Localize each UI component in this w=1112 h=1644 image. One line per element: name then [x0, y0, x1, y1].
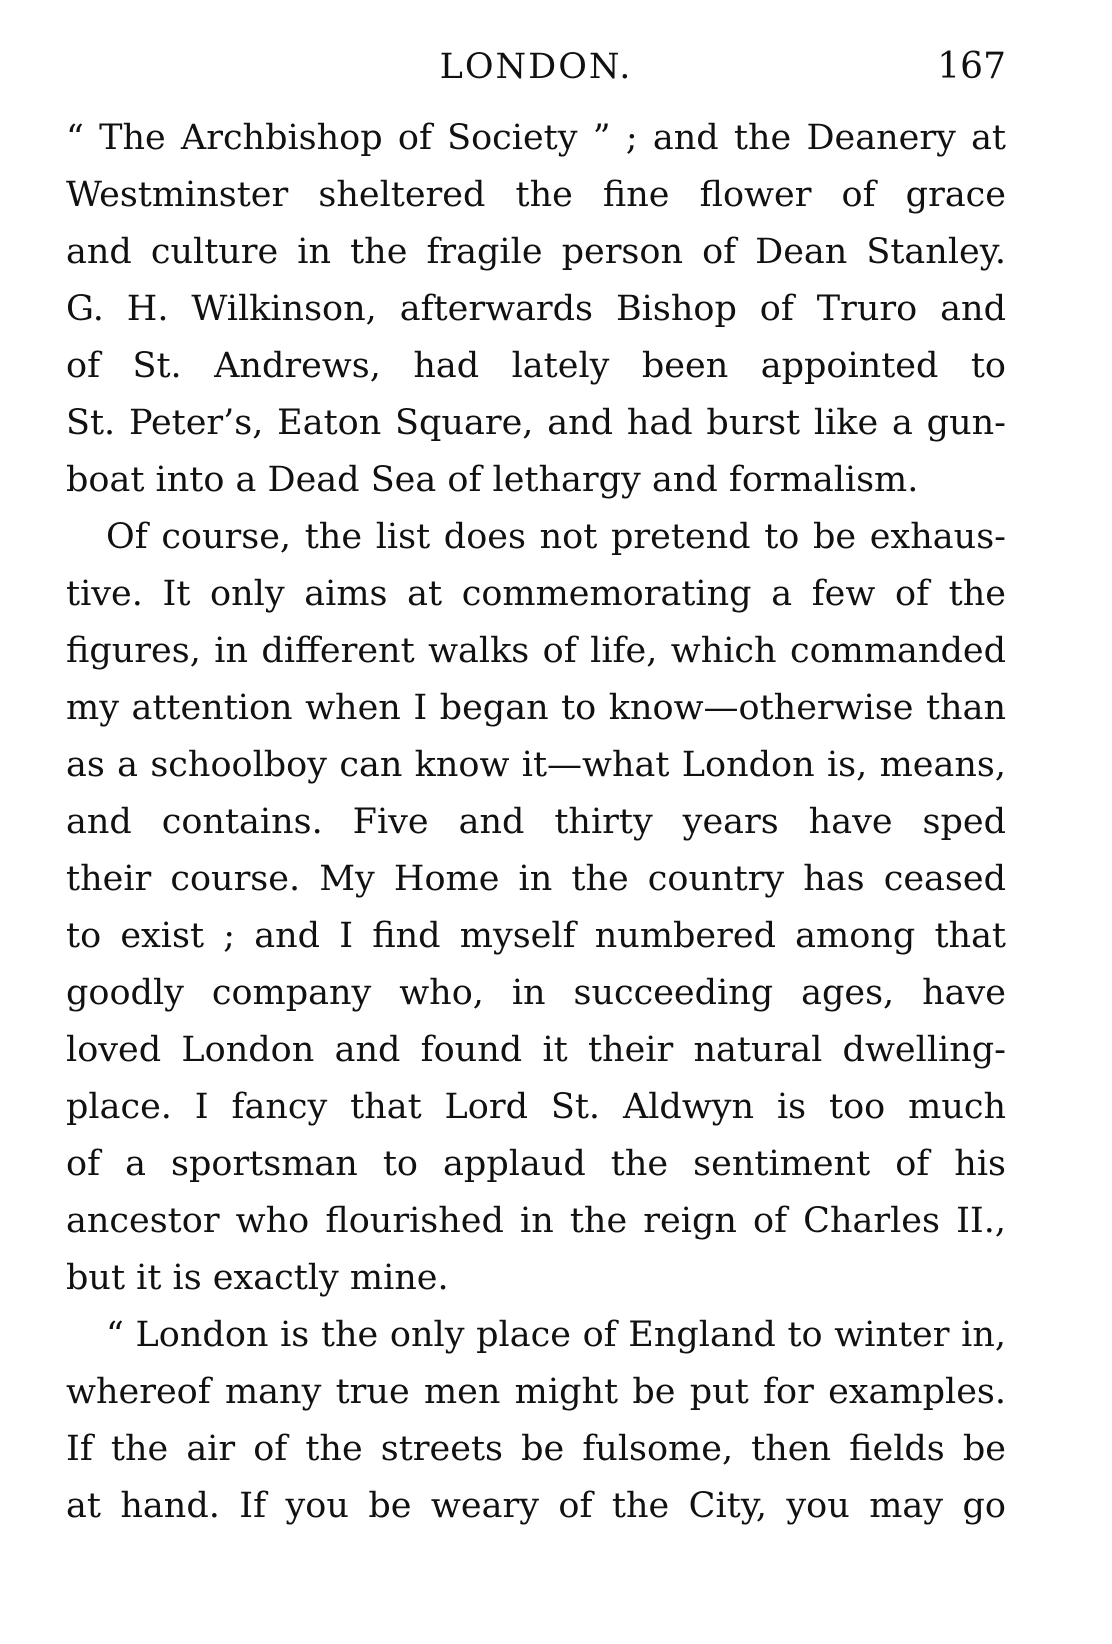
text-line: boat into a Dead Sea of lethargy and formalism.	[66, 460, 919, 500]
page-header	[66, 42, 1006, 92]
text-line: place. I fancy that Lord St. Aldwyn is too much	[66, 1087, 1006, 1127]
text-line: figures, in different walks of life, which commanded	[66, 631, 1006, 671]
text-line: at hand. If you be weary of the City, you may go	[66, 1486, 1006, 1526]
body-text	[66, 110, 1006, 1535]
text-line: G. H. Wilkinson, afterwards Bishop of Truro and	[66, 289, 1006, 329]
text-line: to exist ; and I find myself numbered among that	[66, 916, 1006, 956]
text-line: my attention when I began to know—otherwise than	[66, 688, 1006, 728]
text-line: of a sportsman to applaud the sentiment of his	[66, 1144, 1006, 1184]
text-line: their course. My Home in the country has ceased	[66, 859, 1006, 899]
text-line: “ The Archbishop of Society ” ; and the Deanery at	[66, 118, 1006, 158]
text-line: If the air of the streets be fulsome, then fields be	[66, 1429, 1006, 1469]
text-line: loved London and found it their natural dwelling-	[66, 1030, 1006, 1070]
page-number: 167	[937, 46, 1006, 87]
text-line: ancestor who flourished in the reign of Charles II.,	[66, 1201, 1006, 1241]
text-line: and contains. Five and thirty years have sped	[66, 802, 1006, 842]
text-line: of St. Andrews, had lately been appointed to	[66, 346, 1006, 386]
text-line: but it is exactly mine.	[66, 1258, 449, 1298]
text-line: tive. It only aims at commemorating a few of the	[66, 574, 1006, 614]
text-line: and culture in the fragile person of Dean Stanley.	[66, 232, 1006, 272]
text-line: as a schoolboy can know it—what London is, means,	[66, 745, 1006, 785]
text-line: St. Peter’s, Eaton Square, and had burst like a gun-	[66, 403, 1006, 443]
paragraph-1	[66, 110, 1006, 509]
text-line: goodly company who, in succeeding ages, have	[66, 973, 1006, 1013]
text-line: “ London is the only place of England to winter in,	[106, 1315, 1006, 1355]
paragraph-3	[66, 1307, 1006, 1535]
text-line: whereof many true men might be put for examples.	[66, 1372, 1006, 1412]
text-line: Of course, the list does not pretend to be exhaus-	[106, 517, 1006, 557]
running-title: LONDON.	[439, 47, 633, 87]
paragraph-2	[66, 509, 1006, 1307]
text-line: Westminster sheltered the fine flower of grace	[66, 175, 1006, 215]
